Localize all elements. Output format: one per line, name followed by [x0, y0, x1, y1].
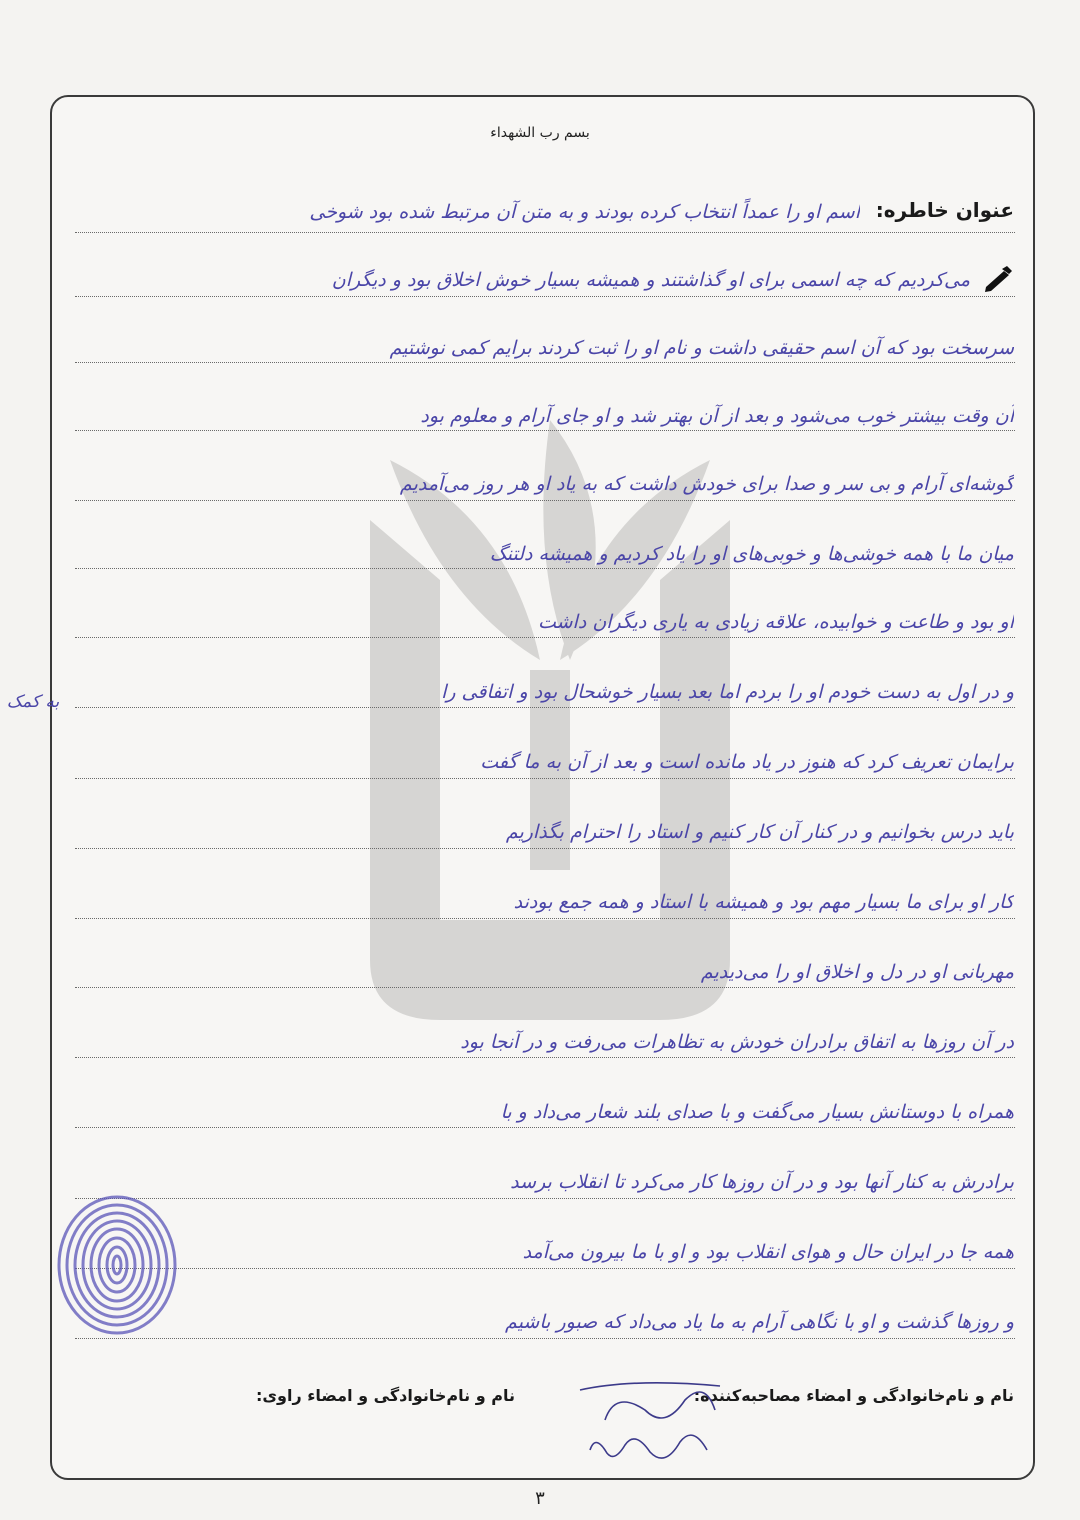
rule-line [75, 232, 1015, 233]
rule-line [75, 1338, 1015, 1339]
interviewer-signature-label: نام و نام‌خانوادگی و امضاء مصاحبه‌کننده: [693, 1386, 1014, 1405]
memory-line: مهربانی او در دل و اخلاق او را می‌دیدیم [700, 961, 1014, 983]
rule-line [75, 778, 1015, 779]
rule-line [75, 430, 1015, 431]
rule-line [75, 918, 1015, 919]
basmala-header: بسم رب الشهداء [490, 125, 590, 141]
memory-line: و در اول به دست خودم او را بردم اما بعد بسیار خوشحال بود و اتفاقی را [441, 681, 1014, 703]
pen-icon [982, 265, 1014, 293]
rule-line [75, 707, 1015, 708]
memory-line: کار او برای ما بسیار مهم بود و همیشه با استاد و همه جمع بودند [513, 891, 1014, 913]
memory-title-text: اسم او را عمداً انتخاب کرده بودند و به متن آن مرتبط شده بود شوخی [309, 201, 860, 223]
rule-line [75, 637, 1015, 638]
memory-line: سرسخت بود که آن اسم حقیقی داشت و نام او را ثبت کردند برایم کمی نوشتیم [389, 337, 1014, 359]
narrator-signature-label: نام و نام‌خانوادگی و امضاء راوی: [255, 1386, 515, 1405]
rule-line [75, 1127, 1015, 1128]
rule-line [75, 987, 1015, 988]
memory-line: او بود و طاعت و خوابیده، علاقه زیادی به یاری دیگران داشت [537, 611, 1014, 633]
memory-line: باید درس بخوانیم و در کنار آن کار کنیم و استاد را احترام بگذاریم [505, 821, 1014, 843]
rule-line [75, 1268, 1015, 1269]
memory-line: می‌کردیم که چه اسمی برای او گذاشتند و همیشه بسیار خوش اخلاق بود و دیگران [331, 269, 970, 291]
memory-line: گوشه‌ای آرام و بی سر و صدا برای خودش داشت که به یاد او هر روز می‌آمدیم [399, 473, 1014, 495]
memory-line: آن وقت بیشتر خوب می‌شود و بعد از آن بهتر شد و او جای آرام و معلوم بود [420, 405, 1014, 427]
interviewer-signature [575, 1380, 725, 1475]
margin-note: به کمک [6, 692, 60, 712]
rule-line [75, 848, 1015, 849]
fingerprint-mark [52, 1190, 182, 1340]
memory-line: در آن روزها به اتفاق برادران خودش به تظاهرات می‌رفت و در آنجا بود [460, 1031, 1014, 1053]
rule-line [75, 500, 1015, 501]
memory-line: و روزها گذشت و او با نگاهی آرام به ما یاد می‌داد که صبور باشیم [505, 1311, 1014, 1333]
rule-line [75, 568, 1015, 569]
memory-title-label: عنوان خاطره: [875, 198, 1014, 222]
memory-line: میان ما با همه خوشی‌ها و خوبی‌های او را یاد کردیم و همیشه دلتنگ [489, 543, 1014, 565]
rule-line [75, 1057, 1015, 1058]
page-number: ۳ [535, 1488, 545, 1509]
rule-line [75, 1198, 1015, 1199]
memory-line: همراه با دوستانش بسیار می‌گفت و با صدای بلند شعار می‌داد و با [500, 1101, 1014, 1123]
rule-line [75, 296, 1015, 297]
memory-line: برایمان تعریف کرد که هنوز در یاد مانده است و بعد از آن به ما گفت [480, 751, 1014, 773]
memory-line: همه جا در ایران حال و هوای انقلاب بود و او با ما بیرون می‌آمد [522, 1241, 1014, 1263]
rule-line [75, 362, 1015, 363]
memory-line: برادرش به کنار آنها بود و در آن روزها کار می‌کرد تا انقلاب برسد [510, 1171, 1014, 1193]
